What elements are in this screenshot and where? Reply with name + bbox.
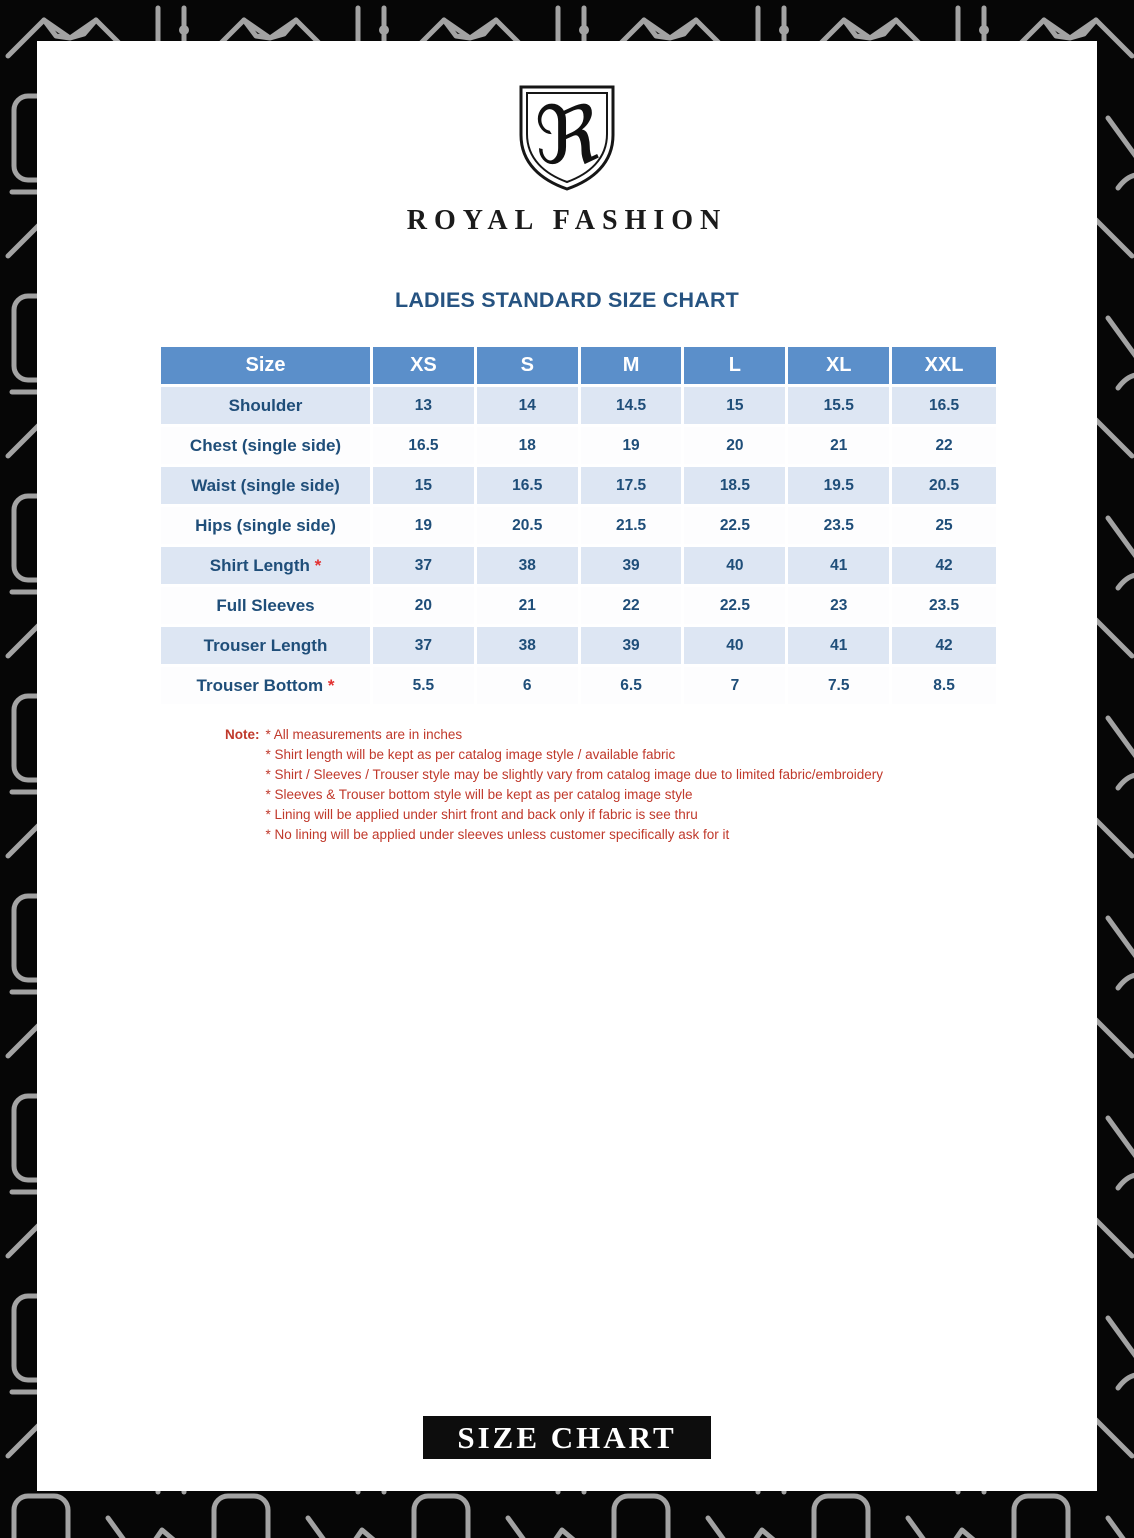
row-label-text: Shoulder: [228, 395, 303, 415]
value-cell: 13: [373, 387, 477, 427]
note-item: * Shirt length will be kept as per catalog image style / available fabric: [265, 747, 676, 762]
column-header: L: [684, 347, 788, 387]
value-cell: 7: [684, 667, 788, 707]
value-cell: 38: [477, 547, 581, 587]
row-label-text: Trouser Length: [203, 635, 328, 655]
value-cell: 41: [788, 627, 892, 667]
note-label: Note:: [225, 727, 260, 742]
value-cell: 21.5: [581, 507, 685, 547]
size-chart-banner: [423, 1416, 711, 1459]
value-cell: 17.5: [581, 467, 685, 507]
row-label-text: Full Sleeves: [216, 595, 315, 615]
value-cell: 23.5: [892, 587, 996, 627]
value-cell: 15.5: [788, 387, 892, 427]
note-item: * All measurements are in inches: [265, 727, 463, 742]
value-cell: 8.5: [892, 667, 996, 707]
value-cell: 16.5: [477, 467, 581, 507]
value-cell: 37: [373, 627, 477, 667]
value-cell: 37: [373, 547, 477, 587]
value-cell: 20.5: [892, 467, 996, 507]
page-title: LADIES STANDARD SIZE CHART: [394, 288, 740, 312]
size-chart-page: [37, 41, 1097, 1491]
row-label: [161, 507, 373, 547]
table-row: [161, 467, 996, 507]
value-cell: 15: [684, 387, 788, 427]
table-row: [161, 587, 996, 627]
value-cell: 20.5: [477, 507, 581, 547]
value-cell: 22: [581, 587, 685, 627]
row-label-text: Chest (single side): [189, 435, 342, 455]
row-label: [161, 427, 373, 467]
row-label-text: Shirt Length: [209, 555, 310, 575]
table-row: [161, 627, 996, 667]
asterisk-marker: *: [314, 555, 322, 575]
column-header-size: Size: [161, 347, 373, 387]
value-cell: 42: [892, 547, 996, 587]
table-row: [161, 667, 996, 707]
value-cell: 23.5: [788, 507, 892, 547]
value-cell: 15: [373, 467, 477, 507]
banner-text: SIZE CHART: [457, 1419, 677, 1455]
value-cell: 19: [581, 427, 685, 467]
brand-wordmark: ROYAL FASHION: [406, 205, 728, 236]
value-cell: 25: [892, 507, 996, 547]
column-header: S: [477, 347, 581, 387]
value-cell: 21: [477, 587, 581, 627]
value-cell: 41: [788, 547, 892, 587]
value-cell: 39: [581, 547, 685, 587]
value-cell: 6: [477, 667, 581, 707]
table-row: [161, 507, 996, 547]
value-cell: 18: [477, 427, 581, 467]
value-cell: 19.5: [788, 467, 892, 507]
value-cell: 22: [892, 427, 996, 467]
value-cell: 42: [892, 627, 996, 667]
notes-block: [225, 725, 883, 845]
column-header: XXL: [892, 347, 996, 387]
table-row: [161, 427, 996, 467]
row-label: [161, 547, 373, 587]
shield-monogram-icon: [515, 83, 619, 193]
value-cell: 39: [581, 627, 685, 667]
note-list: [266, 725, 884, 845]
value-cell: 6.5: [581, 667, 685, 707]
value-cell: 19: [373, 507, 477, 547]
note-item: * No lining will be applied under sleeves unless customer specifically ask for it: [265, 827, 730, 842]
row-label: [161, 467, 373, 507]
note-item: * Sleeves & Trouser bottom style will be kept as per catalog image style: [265, 787, 693, 802]
value-cell: 14: [477, 387, 581, 427]
column-header: XS: [373, 347, 477, 387]
note-item: * Shirt / Sleeves / Trouser style may be slightly vary from catalog image due to limited fabric/embroidery: [265, 767, 883, 782]
value-cell: 14.5: [581, 387, 685, 427]
value-cell: 38: [477, 627, 581, 667]
value-cell: 5.5: [373, 667, 477, 707]
column-header: M: [581, 347, 685, 387]
row-label: [161, 667, 373, 707]
value-cell: 20: [373, 587, 477, 627]
column-header: XL: [788, 347, 892, 387]
table-row: [161, 387, 996, 427]
asterisk-marker: *: [327, 675, 335, 695]
value-cell: 40: [684, 627, 788, 667]
value-cell: 18.5: [684, 467, 788, 507]
brand-logo: [37, 83, 1097, 237]
value-cell: 22.5: [684, 587, 788, 627]
value-cell: 7.5: [788, 667, 892, 707]
table-row: [161, 547, 996, 587]
size-table: [161, 347, 996, 707]
value-cell: 16.5: [892, 387, 996, 427]
row-label-text: Trouser Bottom: [196, 675, 324, 695]
row-label-text: Hips (single side): [195, 515, 336, 535]
value-cell: 40: [684, 547, 788, 587]
monogram-letter: ℜ: [534, 89, 600, 182]
size-table-header: [161, 347, 996, 387]
note-item: * Lining will be applied under shirt front and back only if fabric is see thru: [265, 807, 698, 822]
row-label: [161, 587, 373, 627]
value-cell: 22.5: [684, 507, 788, 547]
row-label: [161, 387, 373, 427]
value-cell: 21: [788, 427, 892, 467]
value-cell: 20: [684, 427, 788, 467]
row-label-text: Waist (single side): [191, 475, 340, 495]
value-cell: 23: [788, 587, 892, 627]
row-label: [161, 627, 373, 667]
size-table-container: [161, 347, 996, 707]
value-cell: 16.5: [373, 427, 477, 467]
